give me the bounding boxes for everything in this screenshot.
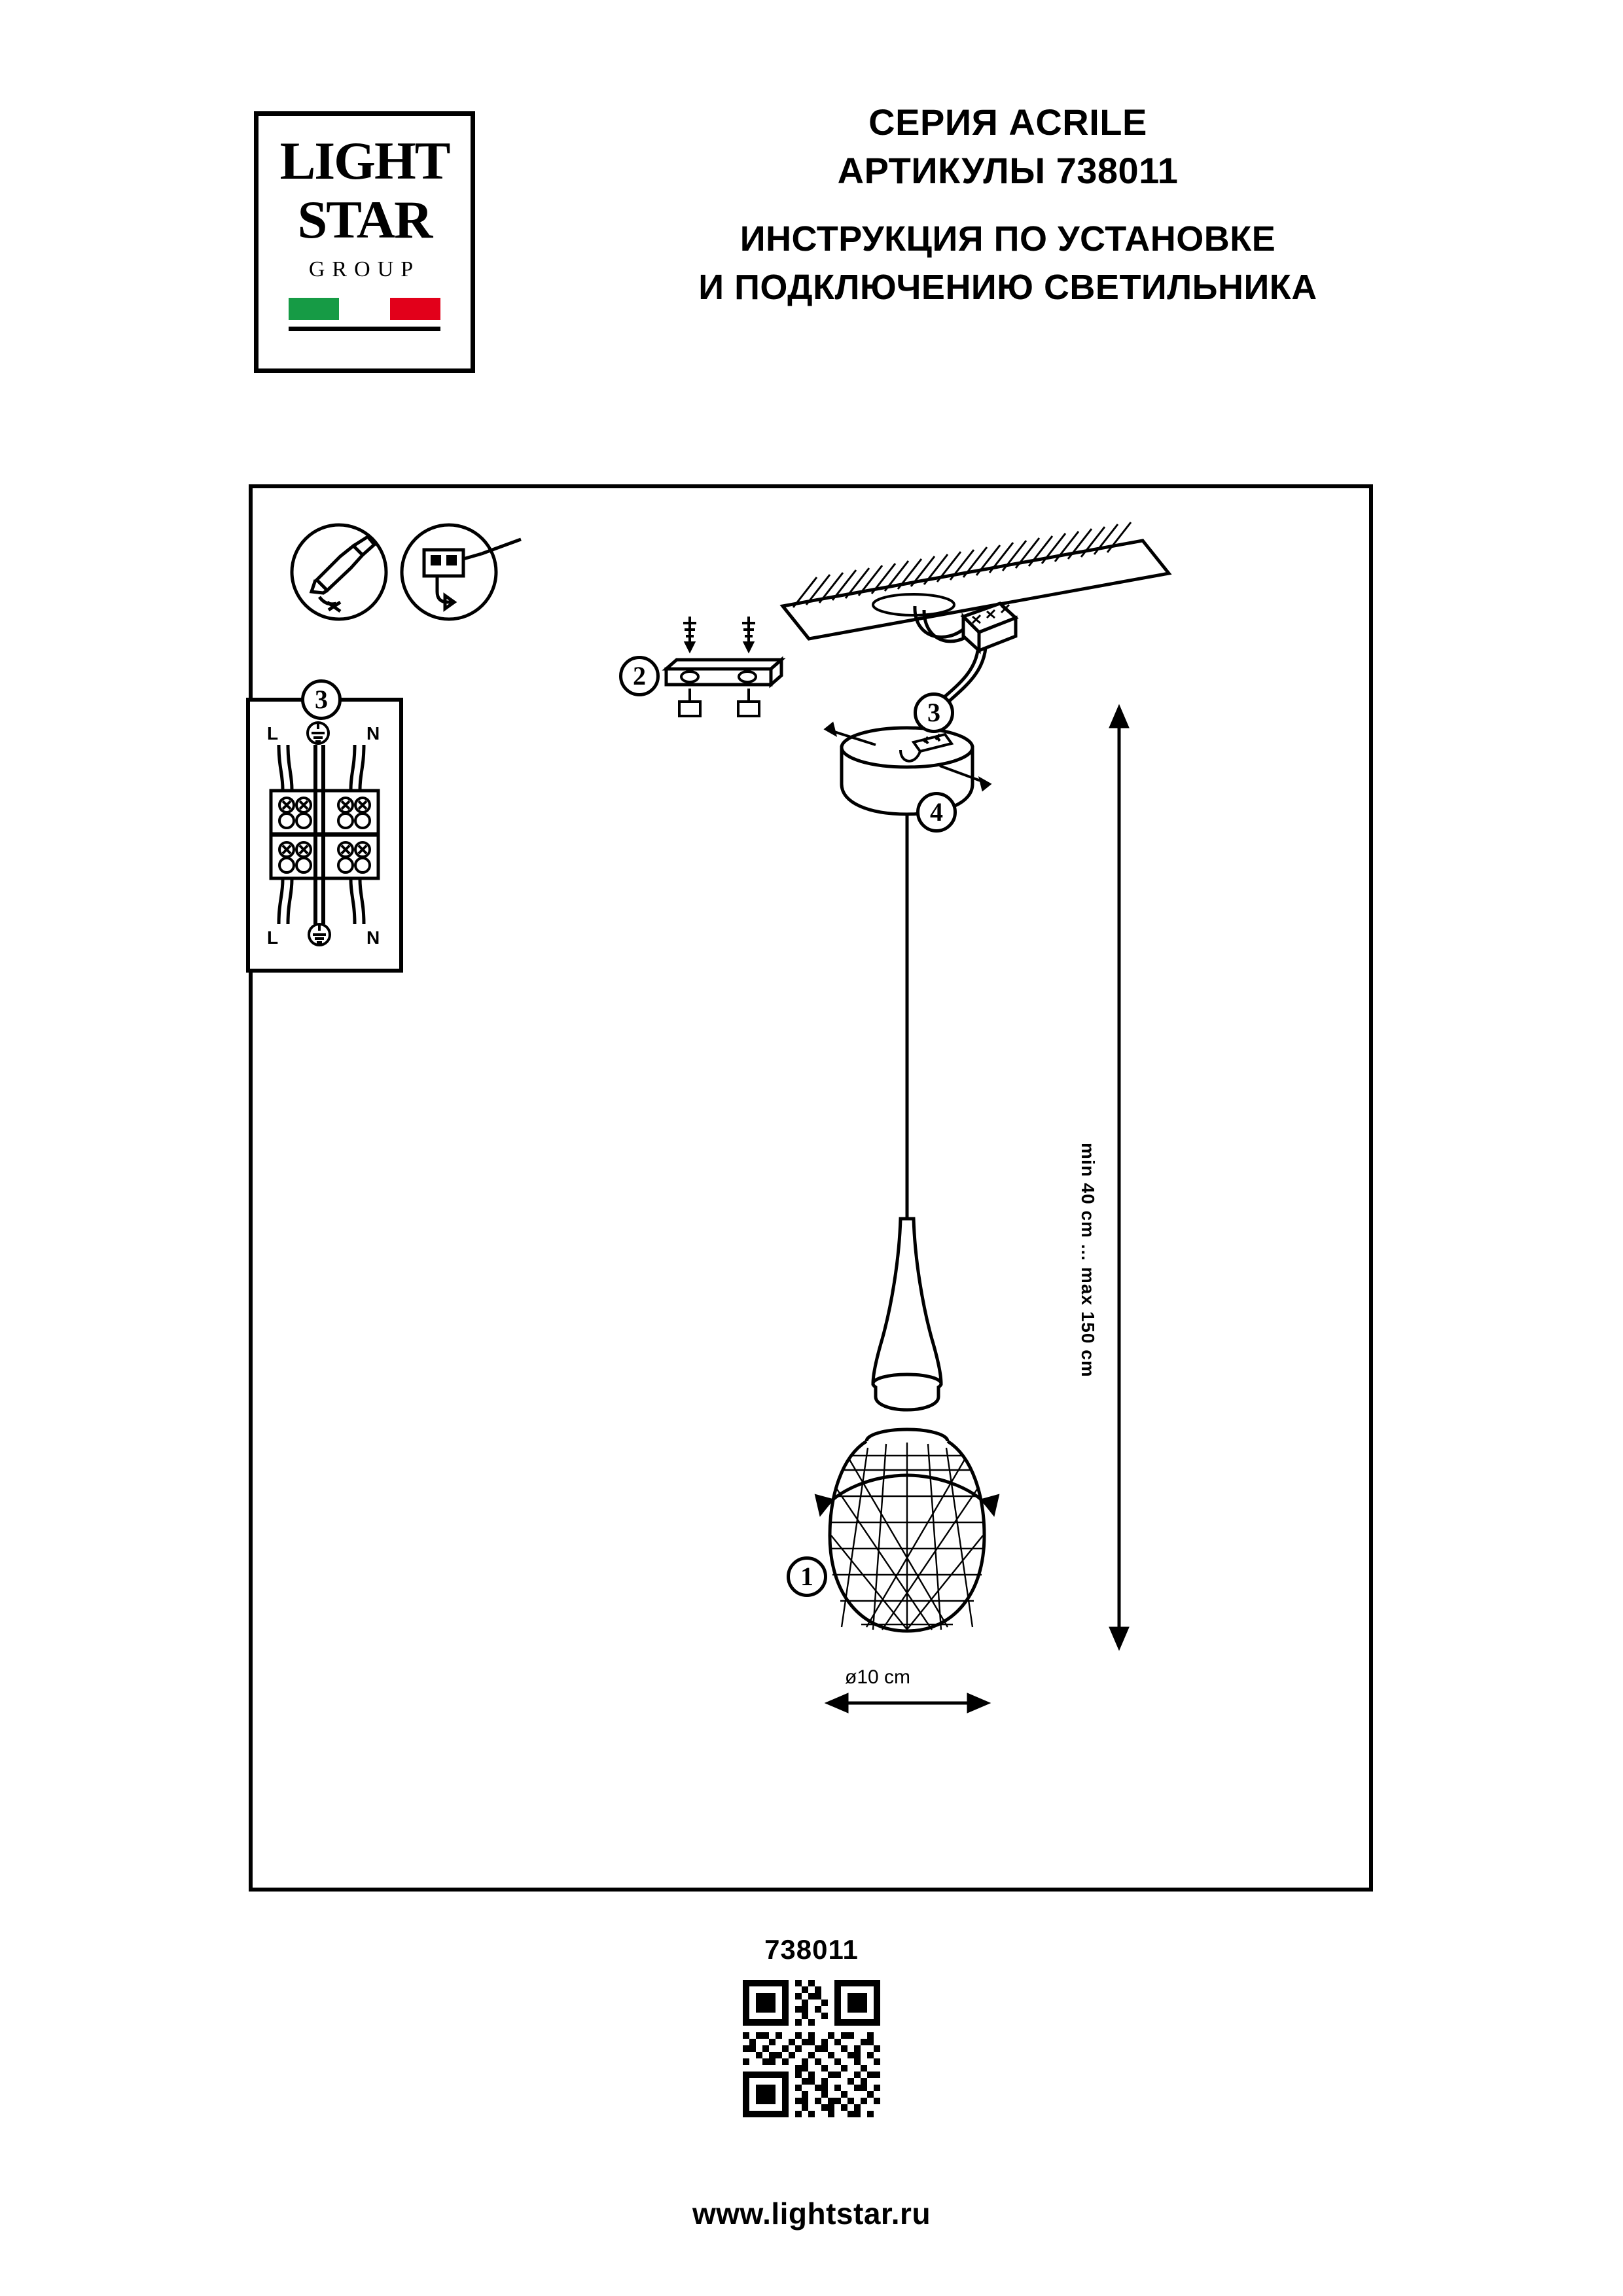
series-label: СЕРИЯ ACRILE	[868, 101, 1147, 143]
canopy	[826, 724, 990, 814]
diameter-dimension-label: ø10 cm	[845, 1666, 911, 1688]
article-label: АРТИКУЛЫ 738011	[837, 150, 1179, 191]
header-text-block	[550, 98, 1466, 312]
height-dimension-label: min 40 cm ... max 150 cm	[1078, 1143, 1098, 1378]
callout-4: 4	[916, 792, 957, 833]
instruction-title-line2: И ПОДКЛЮЧЕНИЮ СВЕТИЛЬНИКА	[698, 268, 1317, 307]
callout-3-terminal: 3	[914, 692, 954, 733]
qr-code	[743, 1980, 880, 2117]
callout-2: 2	[619, 656, 660, 696]
logo-text-light: LIGHT	[279, 131, 450, 190]
document-header	[0, 98, 1623, 412]
callout-3-wiring: 3	[301, 679, 342, 720]
footer-website: www.lightstar.ru	[692, 2197, 931, 2231]
wiring-label-N-bottom: N	[366, 927, 380, 948]
diameter-dimension	[829, 1695, 987, 1711]
logo-underline	[289, 327, 440, 331]
callout-1: 1	[787, 1556, 827, 1597]
logo-text-star: STAR	[297, 190, 432, 249]
installation-diagram-frame	[249, 484, 1373, 1892]
wiring-label-L-bottom: L	[267, 927, 279, 948]
glass-shade	[830, 1429, 984, 1631]
logo-text-group: GROUP	[308, 257, 421, 281]
footer-article-code: 738011	[764, 1934, 859, 1965]
wiring-label-L-top: L	[267, 723, 279, 744]
instruction-title-line1: ИНСТРУКЦИЯ ПО УСТАНОВКЕ	[740, 219, 1276, 259]
qr-code-svg	[743, 1980, 880, 2117]
lightstar-logo	[254, 111, 475, 373]
wiring-label-N-top: N	[366, 723, 380, 744]
pendant-lamp-illustration	[253, 488, 1369, 1888]
height-dimension	[1111, 708, 1127, 1647]
mounting-bar	[666, 617, 781, 716]
italian-flag-icon	[289, 298, 440, 320]
lamp-socket-cone	[873, 1219, 941, 1410]
